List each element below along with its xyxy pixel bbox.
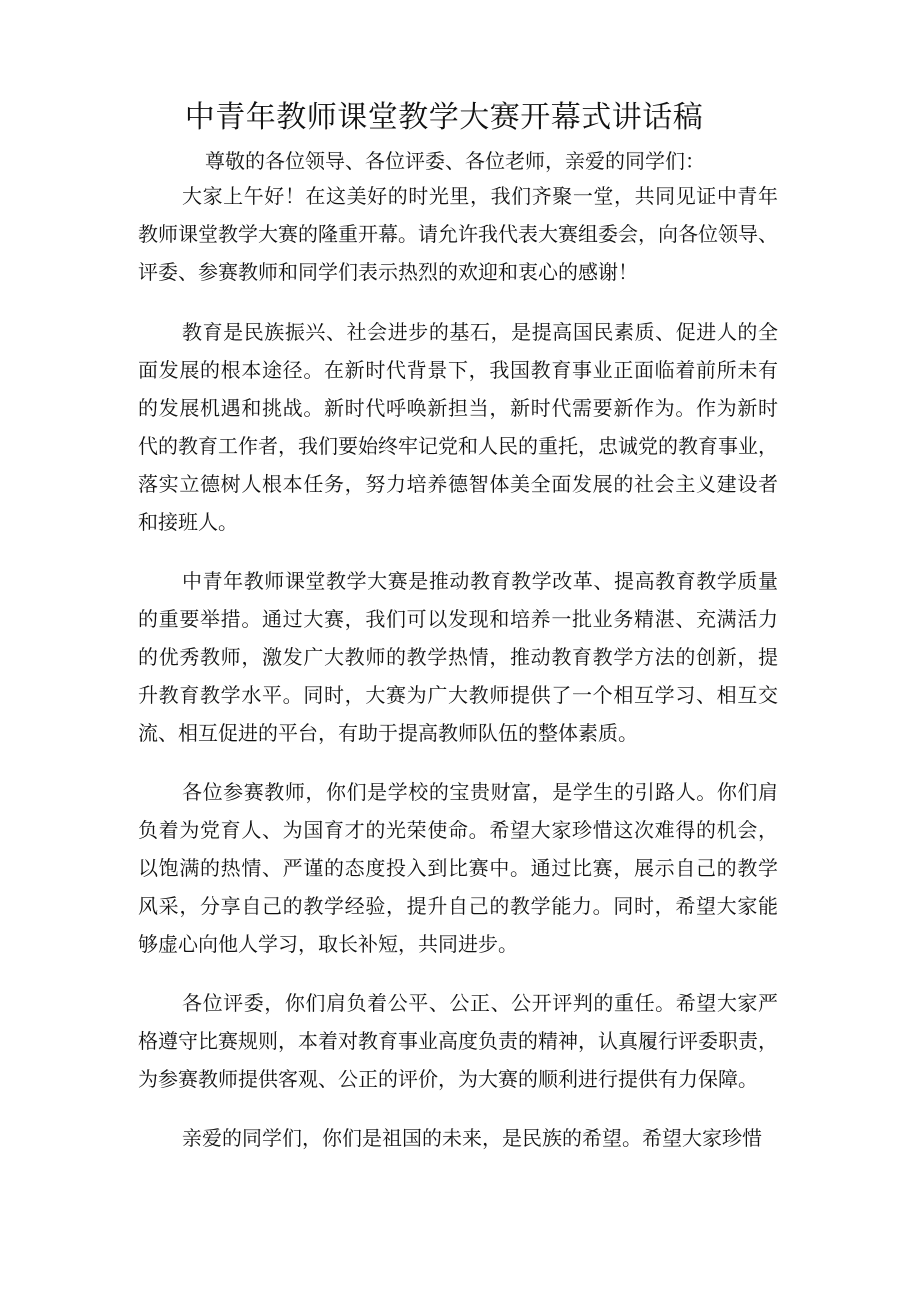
- paragraph-line: 亲爱的同学们，你们是祖国的未来，是民族的希望。希望大家珍惜: [182, 1126, 762, 1150]
- paragraph-welcome: [138, 180, 778, 288]
- paragraph-students: [138, 1122, 778, 1154]
- paragraph-line: 为参赛教师提供客观、公正的评价，为大赛的顺利进行提供有力保障。: [138, 1067, 758, 1091]
- paragraph-competition: [138, 565, 778, 749]
- paragraph-line: 代的教育工作者，我们要始终牢记党和人民的重托，忠诚党的教育事业，: [138, 434, 778, 458]
- paragraph-education: [138, 316, 778, 538]
- salutation: 尊敬的各位领导、各位评委、各位老师，亲爱的同学们：: [205, 149, 705, 173]
- paragraph-line: 和接班人。: [138, 510, 238, 534]
- paragraph-line: 大家上午好！在这美好的时光里，我们齐聚一堂，共同见证中青年: [182, 184, 778, 208]
- paragraph-line: 评委、参赛教师和同学们表示热烈的欢迎和衷心的感谢！: [138, 260, 638, 284]
- paragraph-line: 中青年教师课堂教学大赛是推动教育教学改革、提高教育教学质量: [182, 569, 778, 593]
- paragraph-line: 够虚心向他人学习，取长补短，共同进步。: [138, 932, 518, 956]
- paragraph-line: 的优秀教师，激发广大教师的教学热情，推动教育教学方法的创新，提: [138, 645, 778, 669]
- paragraph-line: 风采，分享自己的教学经验，提升自己的教学能力。同时，希望大家能: [138, 894, 778, 918]
- paragraph-line: 负着为党育人、为国育才的光荣使命。希望大家珍惜这次难得的机会，: [138, 818, 778, 842]
- paragraph-line: 教师课堂教学大赛的隆重开幕。请允许我代表大赛组委会，向各位领导、: [138, 222, 778, 246]
- paragraph-line: 各位参赛教师，你们是学校的宝贵财富，是学生的引路人。你们肩: [182, 780, 778, 804]
- paragraph-participants: [138, 776, 778, 960]
- paragraph-line: 的重要举措。通过大赛，我们可以发现和培养一批业务精湛、充满活力: [138, 607, 778, 631]
- paragraph-judges: [138, 987, 778, 1095]
- paragraph-line: 的发展机遇和挑战。新时代呼唤新担当，新时代需要新作为。作为新时: [138, 396, 778, 420]
- paragraph-line: 格遵守比赛规则，本着对教育事业高度负责的精神，认真履行评委职责，: [138, 1029, 778, 1053]
- paragraph-line: 升教育教学水平。同时，大赛为广大教师提供了一个相互学习、相互交: [138, 683, 778, 707]
- paragraph-line: 以饱满的热情、严谨的态度投入到比赛中。通过比赛，展示自己的教学: [138, 856, 778, 880]
- paragraph-line: 教育是民族振兴、社会进步的基石，是提高国民素质、促进人的全: [182, 320, 778, 344]
- document-title: 中青年教师课堂教学大赛开幕式讲话稿: [184, 100, 704, 135]
- paragraph-line: 各位评委，你们肩负着公平、公正、公开评判的重任。希望大家严: [182, 991, 778, 1015]
- paragraph-line: 流、相互促进的平台，有助于提高教师队伍的整体素质。: [138, 721, 638, 745]
- paragraph-line: 落实立德树人根本任务，努力培养德智体美全面发展的社会主义建设者: [138, 472, 778, 496]
- paragraph-line: 面发展的根本途径。在新时代背景下，我国教育事业正面临着前所未有: [138, 358, 778, 382]
